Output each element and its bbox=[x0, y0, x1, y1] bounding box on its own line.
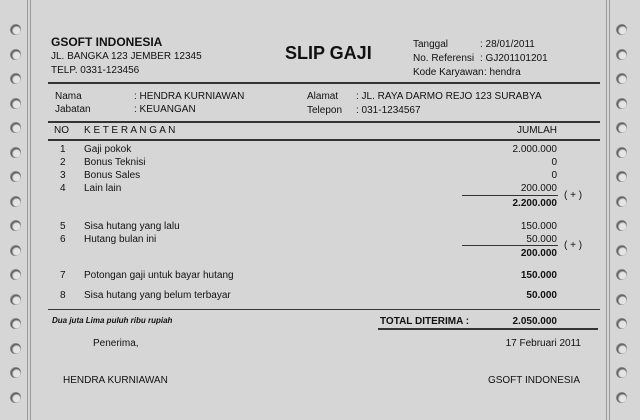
row-no: 6 bbox=[60, 234, 66, 245]
alamat-label: Alamat bbox=[307, 91, 339, 102]
plus-sign: ( + ) bbox=[564, 190, 583, 201]
row-no: 4 bbox=[60, 183, 66, 194]
jabatan-label: Jabatan bbox=[55, 104, 91, 115]
feed-hole-icon bbox=[10, 24, 21, 35]
feed-hole-icon bbox=[616, 269, 627, 280]
company-name: GSOFT INDONESIA bbox=[51, 35, 163, 49]
feed-hole-icon bbox=[616, 343, 627, 354]
perforation-line-right bbox=[606, 0, 607, 420]
row-no: 5 bbox=[60, 221, 66, 232]
telepon-value: : 031-1234567 bbox=[356, 105, 421, 116]
perforation-line-left bbox=[30, 0, 31, 420]
row-description: Sisa hutang yang belum terbayar bbox=[84, 290, 231, 301]
feed-hole-icon bbox=[616, 392, 627, 403]
feed-hole-icon bbox=[10, 49, 21, 60]
meta-label: No. Referensi bbox=[413, 53, 475, 64]
amount-in-words: Dua juta Lima puluh ribu rupiah bbox=[52, 316, 173, 325]
row-description: Potongan gaji untuk bayar hutang bbox=[84, 270, 234, 281]
perforation-line-right bbox=[609, 0, 610, 420]
row-amount: 50.000 bbox=[526, 290, 557, 301]
meta-value: : GJ201101201 bbox=[480, 53, 548, 64]
row-no: 7 bbox=[60, 270, 66, 281]
total-underline bbox=[378, 328, 598, 330]
column-header-no: NO bbox=[54, 125, 69, 136]
meta-value: : hendra bbox=[484, 67, 521, 78]
divider bbox=[48, 82, 600, 84]
signature-company: GSOFT INDONESIA bbox=[487, 375, 580, 386]
feed-hole-icon bbox=[10, 73, 21, 84]
row-description: Bonus Teknisi bbox=[84, 157, 146, 168]
company-address: JL. BANGKA 123 JEMBER 12345 bbox=[51, 51, 202, 62]
row-amount: 0 bbox=[551, 157, 557, 168]
feed-hole-icon bbox=[10, 171, 21, 182]
meta-label: Tanggal bbox=[413, 39, 449, 50]
row-amount: 150.000 bbox=[520, 221, 557, 232]
feed-hole-icon bbox=[616, 24, 627, 35]
feed-hole-icon bbox=[616, 294, 627, 305]
meta-value: : 28/01/2011 bbox=[480, 39, 535, 50]
feed-hole-icon bbox=[616, 49, 627, 60]
meta-label: Kode Karyawan bbox=[413, 67, 484, 78]
row-description: Sisa hutang yang lalu bbox=[84, 221, 180, 232]
feed-hole-icon bbox=[10, 147, 21, 158]
feed-hole-icon bbox=[616, 245, 627, 256]
feed-hole-icon bbox=[10, 294, 21, 305]
feed-hole-icon bbox=[616, 196, 627, 207]
feed-hole-icon bbox=[10, 245, 21, 256]
feed-hole-icon bbox=[616, 220, 627, 231]
divider bbox=[48, 309, 600, 310]
column-header-keterangan: K E T E R A N G A N bbox=[84, 125, 176, 136]
signature-employee: HENDRA KURNIAWAN bbox=[63, 375, 168, 386]
row-description: Hutang bulan ini bbox=[84, 234, 157, 245]
subtotal-earnings: 2.200.000 bbox=[512, 198, 557, 209]
total-label: TOTAL DITERIMA : bbox=[380, 316, 470, 327]
divider bbox=[48, 121, 600, 123]
feed-hole-icon bbox=[10, 220, 21, 231]
row-no: 8 bbox=[60, 290, 66, 301]
telepon-label: Telepon bbox=[307, 105, 343, 116]
feed-hole-icon bbox=[10, 343, 21, 354]
feed-hole-icon bbox=[616, 98, 627, 109]
alamat-value: : JL. RAYA DARMO REJO 123 SURABYA bbox=[356, 91, 542, 102]
column-header-jumlah: JUMLAH bbox=[516, 125, 557, 136]
jabatan-value: : KEUANGAN bbox=[134, 104, 196, 115]
row-amount: 50.000 bbox=[526, 234, 557, 245]
feed-hole-icon bbox=[10, 196, 21, 207]
feed-hole-icon bbox=[10, 122, 21, 133]
total-value: 2.050.000 bbox=[512, 316, 557, 327]
plus-sign: ( + ) bbox=[564, 240, 583, 251]
row-description: Bonus Sales bbox=[84, 170, 141, 181]
subtotal-debt: 200.000 bbox=[520, 248, 557, 259]
row-no: 3 bbox=[60, 170, 66, 181]
row-description: Lain lain bbox=[84, 183, 122, 194]
row-description: Gaji pokok bbox=[84, 144, 132, 155]
nama-value: : HENDRA KURNIAWAN bbox=[134, 91, 245, 102]
nama-label: Nama bbox=[55, 91, 82, 102]
feed-hole-icon bbox=[616, 73, 627, 84]
sum-line bbox=[462, 195, 558, 196]
divider bbox=[48, 139, 600, 141]
feed-hole-icon bbox=[616, 171, 627, 182]
penerima-label: Penerima, bbox=[93, 338, 139, 349]
row-amount: 200.000 bbox=[520, 183, 557, 194]
row-amount: 0 bbox=[551, 170, 557, 181]
row-no: 2 bbox=[60, 157, 66, 168]
feed-hole-icon bbox=[616, 147, 627, 158]
feed-hole-icon bbox=[10, 318, 21, 329]
company-phone: TELP. 0331-123456 bbox=[51, 65, 140, 76]
feed-hole-icon bbox=[616, 318, 627, 329]
feed-hole-icon bbox=[10, 98, 21, 109]
page-title: SLIP GAJI bbox=[285, 43, 372, 63]
feed-hole-icon bbox=[10, 269, 21, 280]
sum-line bbox=[462, 245, 558, 246]
row-amount: 150.000 bbox=[520, 270, 557, 281]
feed-hole-icon bbox=[10, 367, 21, 378]
row-no: 1 bbox=[60, 144, 66, 155]
feed-hole-icon bbox=[616, 367, 627, 378]
feed-hole-icon bbox=[616, 122, 627, 133]
slip-date: 17 Februari 2011 bbox=[505, 338, 581, 349]
row-amount: 2.000.000 bbox=[512, 144, 557, 155]
perforation-line-left bbox=[27, 0, 28, 420]
feed-hole-icon bbox=[10, 392, 21, 403]
